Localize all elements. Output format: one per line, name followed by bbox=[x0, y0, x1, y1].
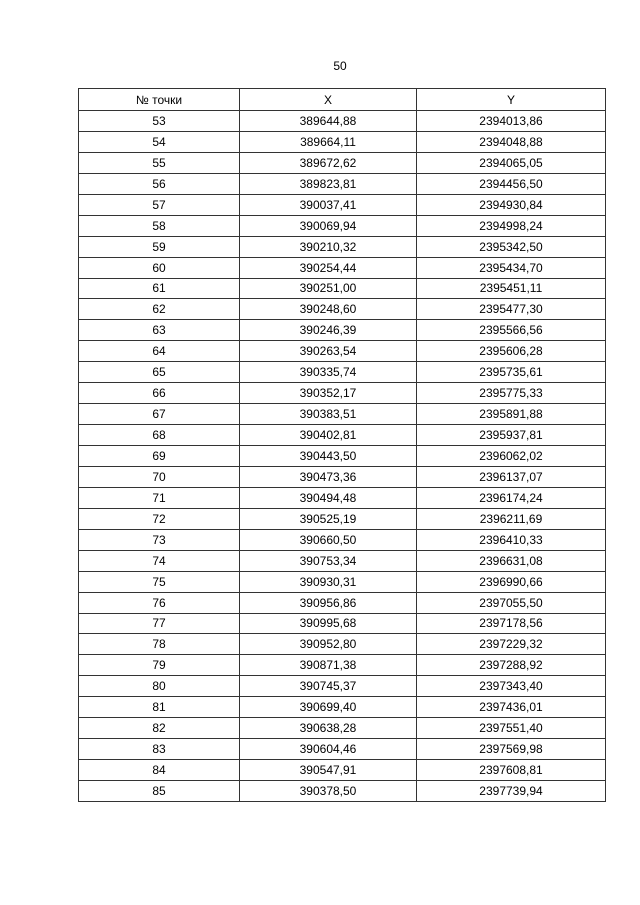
cell-x: 390952,80 bbox=[240, 634, 417, 655]
cell-point-number: 68 bbox=[79, 425, 240, 446]
cell-point-number: 78 bbox=[79, 634, 240, 655]
cell-x: 390383,51 bbox=[240, 404, 417, 425]
table-row bbox=[79, 257, 606, 278]
cell-x: 390604,46 bbox=[240, 739, 417, 760]
table-row bbox=[79, 739, 606, 760]
table-row bbox=[79, 655, 606, 676]
cell-point-number: 57 bbox=[79, 194, 240, 215]
cell-x: 390547,91 bbox=[240, 760, 417, 781]
cell-y: 2397229,32 bbox=[417, 634, 606, 655]
table-body bbox=[79, 111, 606, 802]
table-row bbox=[79, 194, 606, 215]
header-x: X bbox=[240, 89, 417, 111]
coordinates-table bbox=[78, 88, 606, 802]
cell-y: 2395775,33 bbox=[417, 383, 606, 404]
table-header-row bbox=[79, 89, 606, 111]
cell-y: 2394065,05 bbox=[417, 152, 606, 173]
cell-x: 389823,81 bbox=[240, 173, 417, 194]
table-row bbox=[79, 362, 606, 383]
cell-point-number: 71 bbox=[79, 487, 240, 508]
cell-x: 390525,19 bbox=[240, 508, 417, 529]
table-row bbox=[79, 278, 606, 299]
cell-y: 2396137,07 bbox=[417, 466, 606, 487]
cell-x: 389664,11 bbox=[240, 131, 417, 152]
cell-point-number: 62 bbox=[79, 299, 240, 320]
table-row bbox=[79, 529, 606, 550]
cell-point-number: 70 bbox=[79, 466, 240, 487]
cell-point-number: 65 bbox=[79, 362, 240, 383]
cell-x: 390956,86 bbox=[240, 592, 417, 613]
cell-point-number: 76 bbox=[79, 592, 240, 613]
table-row bbox=[79, 236, 606, 257]
table-row bbox=[79, 634, 606, 655]
cell-y: 2396174,24 bbox=[417, 487, 606, 508]
cell-x: 390246,39 bbox=[240, 320, 417, 341]
cell-y: 2395566,56 bbox=[417, 320, 606, 341]
table-row bbox=[79, 550, 606, 571]
cell-x: 390263,54 bbox=[240, 341, 417, 362]
header-y: Y bbox=[417, 89, 606, 111]
cell-point-number: 82 bbox=[79, 718, 240, 739]
cell-point-number: 59 bbox=[79, 236, 240, 257]
cell-x: 390251,00 bbox=[240, 278, 417, 299]
cell-point-number: 53 bbox=[79, 111, 240, 132]
table-row bbox=[79, 152, 606, 173]
table-row bbox=[79, 613, 606, 634]
table-row bbox=[79, 215, 606, 236]
cell-x: 390254,44 bbox=[240, 257, 417, 278]
cell-y: 2395477,30 bbox=[417, 299, 606, 320]
cell-y: 2395937,81 bbox=[417, 425, 606, 446]
cell-x: 390473,36 bbox=[240, 466, 417, 487]
cell-point-number: 83 bbox=[79, 739, 240, 760]
table-row bbox=[79, 341, 606, 362]
cell-y: 2395434,70 bbox=[417, 257, 606, 278]
cell-point-number: 64 bbox=[79, 341, 240, 362]
cell-x: 390638,28 bbox=[240, 718, 417, 739]
cell-point-number: 67 bbox=[79, 404, 240, 425]
cell-point-number: 75 bbox=[79, 571, 240, 592]
cell-y: 2397178,56 bbox=[417, 613, 606, 634]
table-row bbox=[79, 760, 606, 781]
cell-y: 2396062,02 bbox=[417, 446, 606, 467]
cell-point-number: 58 bbox=[79, 215, 240, 236]
cell-y: 2396631,08 bbox=[417, 550, 606, 571]
cell-x: 390069,94 bbox=[240, 215, 417, 236]
cell-y: 2396410,33 bbox=[417, 529, 606, 550]
cell-point-number: 81 bbox=[79, 697, 240, 718]
cell-point-number: 77 bbox=[79, 613, 240, 634]
cell-x: 390930,31 bbox=[240, 571, 417, 592]
cell-point-number: 54 bbox=[79, 131, 240, 152]
cell-point-number: 73 bbox=[79, 529, 240, 550]
cell-y: 2395606,28 bbox=[417, 341, 606, 362]
table-row bbox=[79, 173, 606, 194]
cell-x: 390995,68 bbox=[240, 613, 417, 634]
table-row bbox=[79, 718, 606, 739]
cell-y: 2397343,40 bbox=[417, 676, 606, 697]
cell-y: 2397055,50 bbox=[417, 592, 606, 613]
cell-point-number: 80 bbox=[79, 676, 240, 697]
cell-point-number: 55 bbox=[79, 152, 240, 173]
cell-x: 390494,48 bbox=[240, 487, 417, 508]
table-row bbox=[79, 131, 606, 152]
cell-point-number: 66 bbox=[79, 383, 240, 404]
cell-x: 390660,50 bbox=[240, 529, 417, 550]
cell-y: 2394930,84 bbox=[417, 194, 606, 215]
cell-x: 390745,37 bbox=[240, 676, 417, 697]
cell-point-number: 69 bbox=[79, 446, 240, 467]
cell-y: 2395891,88 bbox=[417, 404, 606, 425]
table-row bbox=[79, 111, 606, 132]
table-row bbox=[79, 320, 606, 341]
table-row bbox=[79, 571, 606, 592]
cell-x: 390378,50 bbox=[240, 781, 417, 802]
cell-y: 2397551,40 bbox=[417, 718, 606, 739]
cell-y: 2396211,69 bbox=[417, 508, 606, 529]
cell-y: 2394998,24 bbox=[417, 215, 606, 236]
cell-x: 389644,88 bbox=[240, 111, 417, 132]
cell-y: 2397288,92 bbox=[417, 655, 606, 676]
cell-point-number: 79 bbox=[79, 655, 240, 676]
cell-x: 390210,32 bbox=[240, 236, 417, 257]
cell-y: 2397608,81 bbox=[417, 760, 606, 781]
cell-x: 390753,34 bbox=[240, 550, 417, 571]
table-row bbox=[79, 299, 606, 320]
header-point-number: № точки bbox=[79, 89, 240, 111]
table-row bbox=[79, 404, 606, 425]
cell-point-number: 56 bbox=[79, 173, 240, 194]
table-row bbox=[79, 466, 606, 487]
table-row bbox=[79, 487, 606, 508]
table-row bbox=[79, 425, 606, 446]
cell-x: 389672,62 bbox=[240, 152, 417, 173]
cell-y: 2397569,98 bbox=[417, 739, 606, 760]
cell-x: 390443,50 bbox=[240, 446, 417, 467]
table-row bbox=[79, 697, 606, 718]
cell-y: 2395342,50 bbox=[417, 236, 606, 257]
cell-y: 2394048,88 bbox=[417, 131, 606, 152]
cell-point-number: 63 bbox=[79, 320, 240, 341]
cell-x: 390871,38 bbox=[240, 655, 417, 676]
table-row bbox=[79, 508, 606, 529]
cell-y: 2395735,61 bbox=[417, 362, 606, 383]
cell-x: 390335,74 bbox=[240, 362, 417, 383]
cell-point-number: 74 bbox=[79, 550, 240, 571]
cell-y: 2394456,50 bbox=[417, 173, 606, 194]
table-row bbox=[79, 781, 606, 802]
page-number: 50 bbox=[333, 59, 347, 73]
table-row bbox=[79, 676, 606, 697]
cell-y: 2396990,66 bbox=[417, 571, 606, 592]
cell-point-number: 61 bbox=[79, 278, 240, 299]
cell-point-number: 85 bbox=[79, 781, 240, 802]
table-row bbox=[79, 592, 606, 613]
cell-y: 2397436,01 bbox=[417, 697, 606, 718]
cell-point-number: 60 bbox=[79, 257, 240, 278]
cell-y: 2394013,86 bbox=[417, 111, 606, 132]
cell-point-number: 84 bbox=[79, 760, 240, 781]
cell-y: 2397739,94 bbox=[417, 781, 606, 802]
table-row bbox=[79, 446, 606, 467]
cell-y: 2395451,11 bbox=[417, 278, 606, 299]
table-row bbox=[79, 383, 606, 404]
cell-point-number: 72 bbox=[79, 508, 240, 529]
cell-x: 390248,60 bbox=[240, 299, 417, 320]
cell-x: 390352,17 bbox=[240, 383, 417, 404]
cell-x: 390699,40 bbox=[240, 697, 417, 718]
cell-x: 390037,41 bbox=[240, 194, 417, 215]
cell-x: 390402,81 bbox=[240, 425, 417, 446]
